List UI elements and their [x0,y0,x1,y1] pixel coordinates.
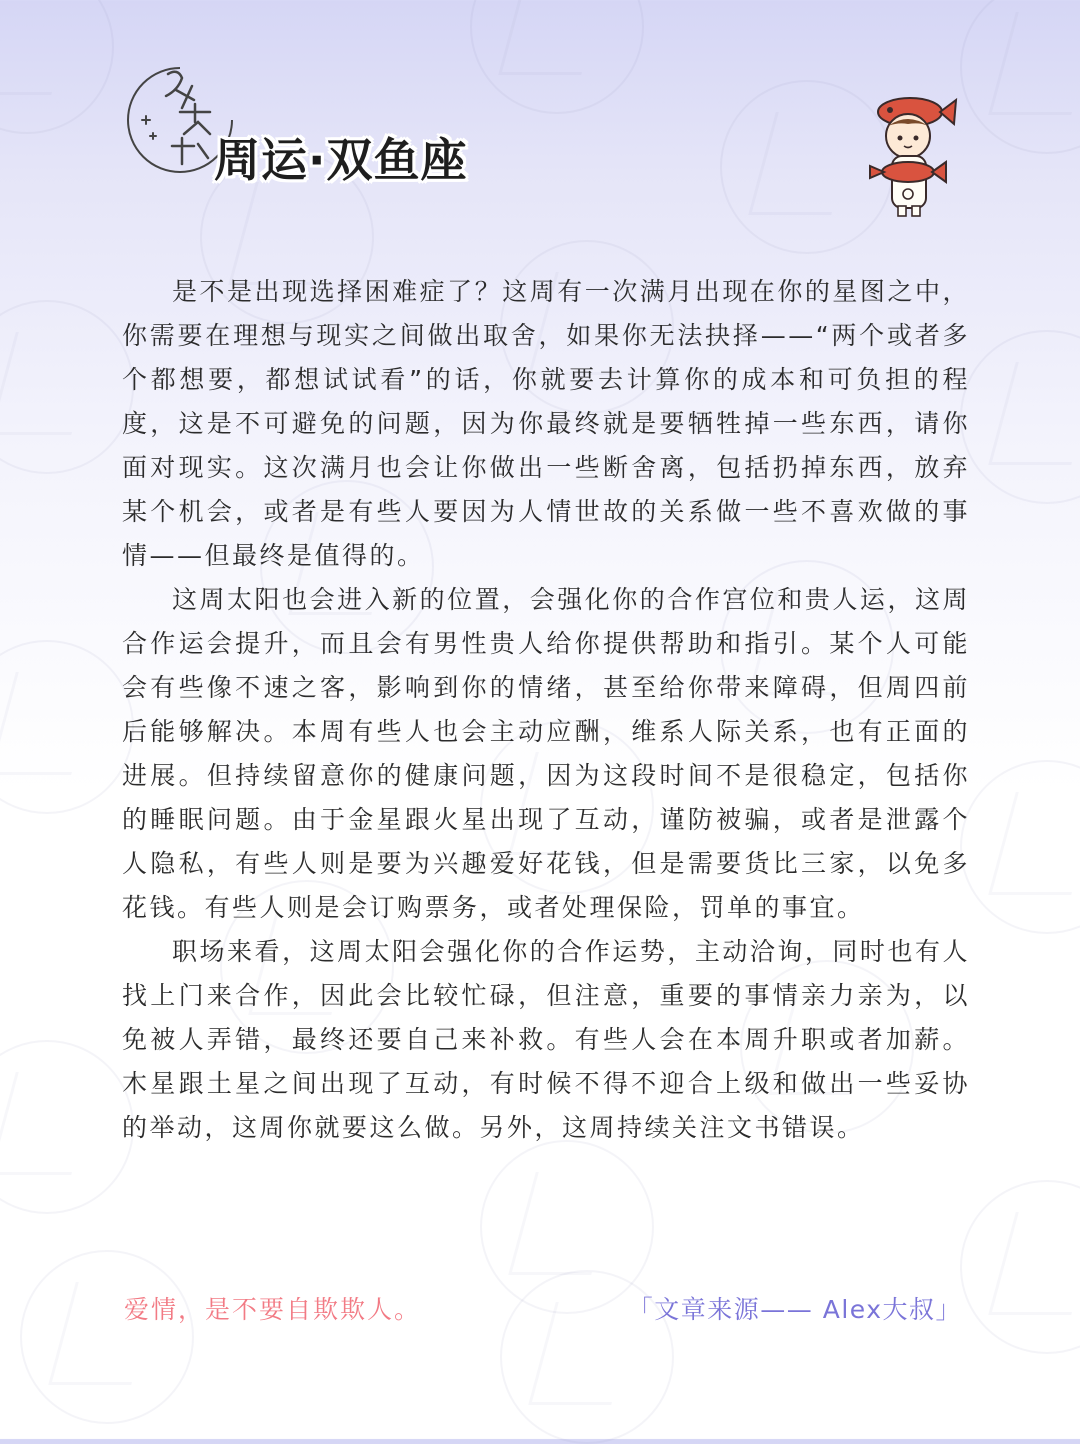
footer-source: 「文章来源—— Alex大叔」 [627,1295,962,1324]
watermark [0,640,134,814]
article-body [122,270,970,1150]
watermark [0,1040,134,1214]
paragraph: 这周太阳也会进入新的位置，会强化你的合作宫位和贵人运，这周合作运会提升，而且会有男性贵人给你提供帮助和指引。某个人可能会有些像不速之客，影响到你的情绪，甚至给你带来障碍，但周四前后能够解决。本周有些人也会主动应酬，维系人际关系，也有正面的进展。但持续留意你的健康问题，因为这段时间不是很稳定，包括你的睡眠问题。由于金星跟火星出现了互动，谨防被骗，或者是泄露个人隐私，有些人则是要为兴趣爱好花钱，但是需要货比三家，以免多花钱。有些人则是会订购票务，或者处理保险，罚单的事宜。 [122,585,970,922]
footer-quote: 爱情，是不要自欺欺人。 [124,1295,422,1324]
watermark [20,1250,194,1424]
pisces-boy-mascot-icon [862,90,962,220]
watermark [960,0,1080,154]
watermark [0,0,114,134]
paragraph: 职场来看，这周太阳会强化你的合作运势，主动洽询，同时也有人找上门来合作，因此会比较忙碌，但注意，重要的事情亲力亲为，以免被人弄错，最终还要自己来补救。有些人会在本周升职或者加薪。木星跟土星之间出现了互动，有时候不得不迎合上级和做出一些妥协的举动，这周你就要这么做。另外，这周持续关注文书错误。 [122,937,970,1142]
paragraph: 是不是出现选择困难症了？这周有一次满月出现在你的星图之中，你需要在理想与现实之间做出取舍，如果你无法抉择——“两个或者多个都想要，都想试试看”的话，你就要去计算你的成本和可负担的程度，这是不可避免的问题，因为你最终就是要牺牲掉一些东西，请你面对现实。这次满月也会让你做出一些断舍离，包括扔掉东西，放弃某个机会，或者是有些人要因为人情世故的关系做一些不喜欢做的事情——但最终是值得的。 [122,277,970,570]
page-title: 周运·双鱼座 [214,133,468,187]
watermark [960,1180,1080,1354]
watermark [960,330,1080,504]
watermark [470,0,644,114]
watermark [480,1140,654,1314]
watermark [0,300,134,474]
watermark [960,760,1080,934]
